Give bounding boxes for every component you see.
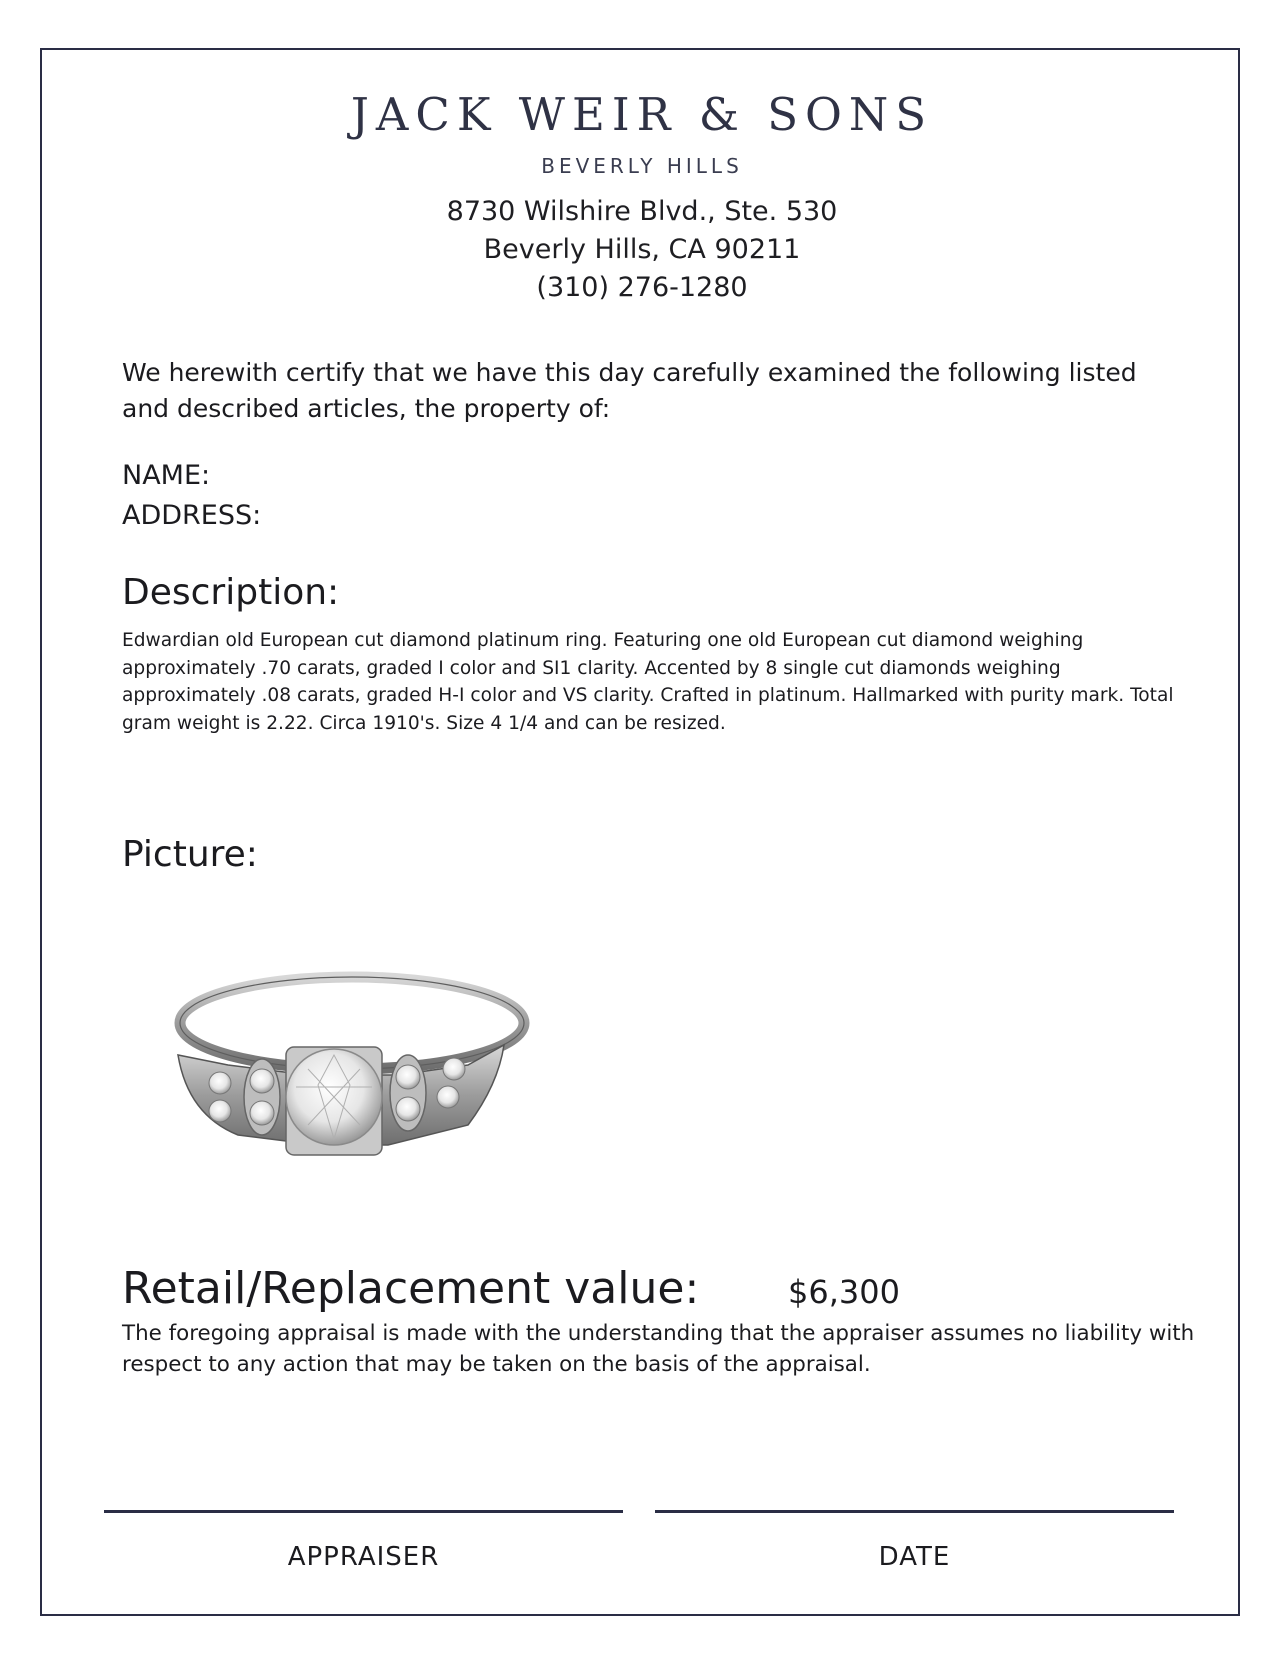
phone-number: (310) 276-1280 xyxy=(536,272,748,303)
brand-name: JACK WEIR & SONS xyxy=(350,88,934,141)
date-label: DATE xyxy=(878,1542,951,1572)
owner-name-label: NAME: xyxy=(122,460,211,491)
description-text: Edwardian old European cut diamond platinum ring. Featuring one old European cut diamond weighing approximately .70 carats, graded I color and SI1 clarity. Accented by 8 single cut diamonds weighing approximately .08 carats, graded H-I color and VS clarity. Crafted in platinum. Hallmarked with purity mark. Total gram weight is 2.22. Circa 1910's. Size 4 1/4 and can be resized. xyxy=(122,630,1174,734)
address-line-2: Beverly Hills, CA 90211 xyxy=(483,234,801,265)
disclaimer-text: The foregoing appraisal is made with the understanding that the appraiser assumes no liability with respect to any action that may be taken on the basis of the appraisal. xyxy=(122,1321,1195,1377)
value-amount: $6,300 xyxy=(788,1273,900,1311)
owner-address-label: ADDRESS: xyxy=(122,500,262,531)
description-heading: Description: xyxy=(122,572,340,613)
value-label: Retail/Replacement value: xyxy=(122,1263,700,1314)
ring-image xyxy=(168,965,536,1175)
address-line-1: 8730 Wilshire Blvd., Ste. 530 xyxy=(446,196,838,227)
brand-subtitle: BEVERLY HILLS xyxy=(541,154,743,178)
date-signature-line xyxy=(655,1510,1174,1513)
appraiser-signature-line xyxy=(104,1510,623,1513)
appraiser-label: APPRAISER xyxy=(287,1542,440,1572)
picture-heading: Picture: xyxy=(122,834,258,875)
certification-statement: We herewith certify that we have this day carefully examined the following listed and described articles, the property of: xyxy=(122,358,1137,423)
